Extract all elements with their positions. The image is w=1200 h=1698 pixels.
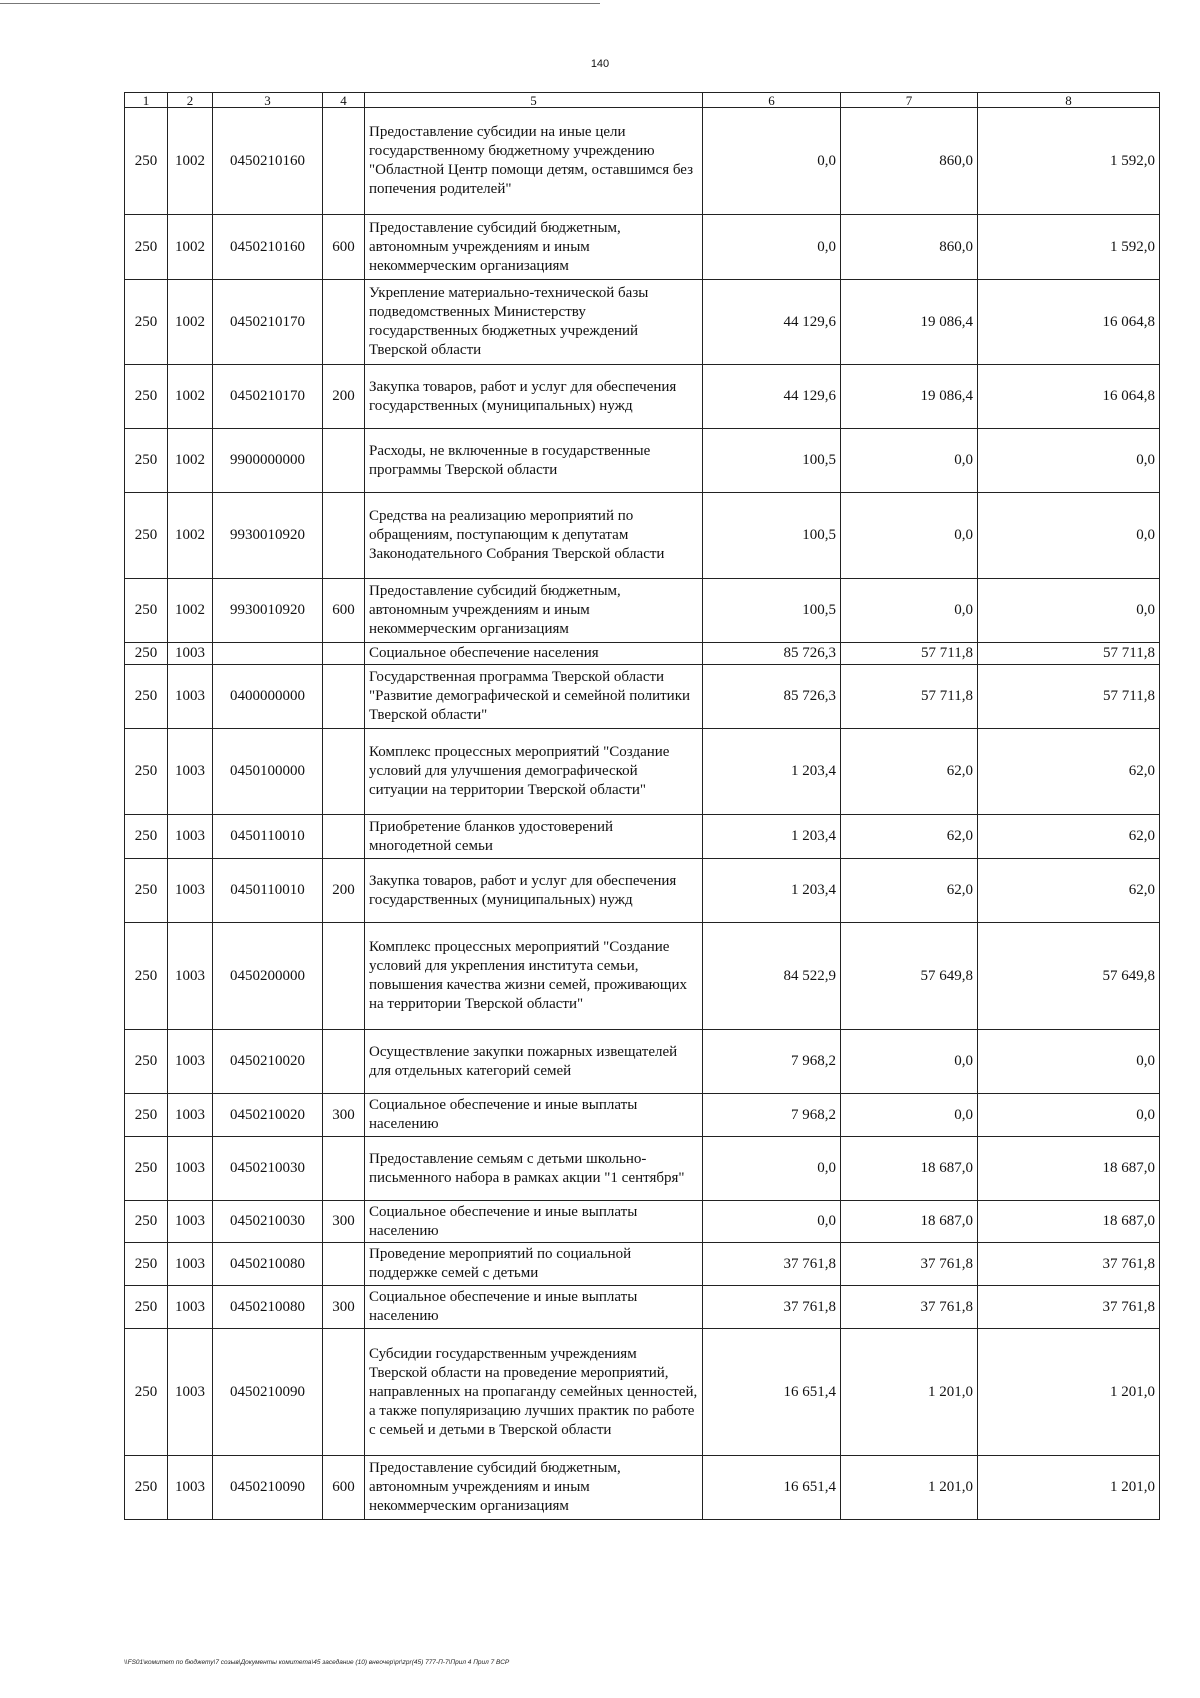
cell-amount-col6: 7 968,2 [703,1094,841,1137]
cell-amount-col7: 37 761,8 [841,1243,978,1286]
cell-section-code: 1003 [168,1456,213,1520]
cell-amount-col8: 18 687,0 [978,1137,1160,1201]
cell-target-code: 9930010920 [213,493,323,579]
table-row [125,1201,1160,1243]
cell-amount-col6: 0,0 [703,1201,841,1243]
cell-target-code: 0450110010 [213,859,323,923]
cell-section-code: 1003 [168,1329,213,1456]
column-header: 4 [323,93,365,108]
cell-amount-col7: 62,0 [841,729,978,815]
budget-table [124,92,1160,1520]
cell-admin-code: 250 [125,815,168,859]
cell-expense-type [323,1243,365,1286]
cell-target-code: 0450210160 [213,108,323,215]
cell-section-code: 1003 [168,1137,213,1201]
cell-target-code: 9900000000 [213,429,323,493]
cell-amount-col8: 62,0 [978,729,1160,815]
cell-target-code: 0450110010 [213,815,323,859]
cell-amount-col7: 0,0 [841,493,978,579]
cell-section-code: 1003 [168,815,213,859]
cell-amount-col6: 0,0 [703,108,841,215]
cell-amount-col8: 16 064,8 [978,280,1160,365]
cell-admin-code: 250 [125,1094,168,1137]
cell-description: Государственная программа Тверской области "Развитие демографической и семейной политики Тверской области" [365,665,703,729]
cell-amount-col8: 57 711,8 [978,643,1160,665]
table-row [125,1456,1160,1520]
cell-target-code: 0450210080 [213,1243,323,1286]
cell-description: Социальное обеспечение и иные выплаты населению [365,1286,703,1329]
cell-description: Осуществление закупки пожарных извещателей для отдельных категорий семей [365,1030,703,1094]
cell-target-code: 0450210030 [213,1137,323,1201]
cell-amount-col8: 1 592,0 [978,215,1160,280]
cell-section-code: 1003 [168,643,213,665]
cell-amount-col8: 0,0 [978,1094,1160,1137]
column-header: 1 [125,93,168,108]
cell-expense-type [323,493,365,579]
cell-target-code: 0450200000 [213,923,323,1030]
cell-target-code: 0400000000 [213,665,323,729]
cell-amount-col7: 62,0 [841,815,978,859]
cell-amount-col7: 18 687,0 [841,1201,978,1243]
cell-description: Приобретение бланков удостоверений многодетной семьи [365,815,703,859]
cell-description: Предоставление субсидии на иные цели государственному бюджетному учреждению "Областной Центр помощи детям, оставшимся без попечения родителей" [365,108,703,215]
cell-amount-col6: 85 726,3 [703,643,841,665]
cell-target-code: 0450210170 [213,365,323,429]
scan-top-line [0,3,600,4]
table-row [125,1329,1160,1456]
cell-admin-code: 250 [125,1286,168,1329]
table-row [125,815,1160,859]
cell-amount-col7: 57 711,8 [841,665,978,729]
cell-description: Социальное обеспечение населения [365,643,703,665]
cell-section-code: 1002 [168,579,213,643]
cell-admin-code: 250 [125,108,168,215]
cell-target-code: 0450210090 [213,1456,323,1520]
cell-section-code: 1003 [168,1094,213,1137]
table-row [125,665,1160,729]
cell-amount-col8: 18 687,0 [978,1201,1160,1243]
footer-file-path: \\FS01\комитет по бюджету\7 созыв\Документы комитета\45 заседание (10) внеочер\pr\zpr(45) 777-П-7\Прил 4 Прил 7 ВСР [124,1659,510,1666]
cell-expense-type [323,923,365,1030]
cell-amount-col7: 860,0 [841,108,978,215]
cell-amount-col6: 16 651,4 [703,1329,841,1456]
cell-amount-col6: 100,5 [703,493,841,579]
cell-target-code: 0450210090 [213,1329,323,1456]
cell-amount-col6: 44 129,6 [703,365,841,429]
table-row [125,729,1160,815]
cell-expense-type: 300 [323,1286,365,1329]
cell-expense-type: 200 [323,859,365,923]
header-row [125,93,1160,108]
cell-amount-col6: 37 761,8 [703,1286,841,1329]
cell-amount-col6: 16 651,4 [703,1456,841,1520]
cell-admin-code: 250 [125,859,168,923]
cell-amount-col8: 37 761,8 [978,1286,1160,1329]
cell-amount-col6: 7 968,2 [703,1030,841,1094]
cell-admin-code: 250 [125,1030,168,1094]
cell-target-code: 0450100000 [213,729,323,815]
cell-admin-code: 250 [125,1201,168,1243]
cell-target-code: 0450210170 [213,280,323,365]
cell-amount-col6: 100,5 [703,579,841,643]
cell-amount-col6: 37 761,8 [703,1243,841,1286]
cell-amount-col7: 18 687,0 [841,1137,978,1201]
cell-description: Социальное обеспечение и иные выплаты населению [365,1201,703,1243]
cell-amount-col6: 1 203,4 [703,815,841,859]
cell-expense-type [323,1329,365,1456]
cell-description: Средства на реализацию мероприятий по обращениям, поступающим к депутатам Законодательного Собрания Тверской области [365,493,703,579]
cell-section-code: 1002 [168,280,213,365]
cell-amount-col8: 57 649,8 [978,923,1160,1030]
cell-target-code: 0450210020 [213,1094,323,1137]
cell-amount-col6: 85 726,3 [703,665,841,729]
cell-description: Проведение мероприятий по социальной поддержке семей с детьми [365,1243,703,1286]
page-number: 140 [590,58,610,70]
cell-target-code: 0450210080 [213,1286,323,1329]
cell-section-code: 1003 [168,1030,213,1094]
table-row [125,1030,1160,1094]
cell-expense-type: 300 [323,1201,365,1243]
cell-description: Закупка товаров, работ и услуг для обеспечения государственных (муниципальных) нужд [365,859,703,923]
cell-target-code [213,643,323,665]
cell-section-code: 1002 [168,108,213,215]
cell-description: Комплекс процессных мероприятий "Создание условий для укрепления института семьи, повышения качества жизни семей, проживающих на территории Тверской области" [365,923,703,1030]
cell-section-code: 1003 [168,1286,213,1329]
cell-description: Закупка товаров, работ и услуг для обеспечения государственных (муниципальных) нужд [365,365,703,429]
cell-expense-type: 300 [323,1094,365,1137]
cell-amount-col8: 1 201,0 [978,1329,1160,1456]
cell-section-code: 1003 [168,1201,213,1243]
cell-section-code: 1003 [168,859,213,923]
table-row [125,859,1160,923]
table-row [125,923,1160,1030]
table-row [125,429,1160,493]
cell-section-code: 1002 [168,429,213,493]
cell-section-code: 1002 [168,493,213,579]
cell-expense-type [323,643,365,665]
table-row [125,643,1160,665]
cell-expense-type [323,108,365,215]
cell-admin-code: 250 [125,1456,168,1520]
table-row [125,280,1160,365]
table-body [125,108,1160,1520]
cell-target-code: 9930010920 [213,579,323,643]
cell-amount-col8: 16 064,8 [978,365,1160,429]
cell-section-code: 1003 [168,1243,213,1286]
cell-section-code: 1003 [168,923,213,1030]
cell-target-code: 0450210030 [213,1201,323,1243]
cell-admin-code: 250 [125,493,168,579]
cell-amount-col7: 37 761,8 [841,1286,978,1329]
cell-target-code: 0450210160 [213,215,323,280]
cell-admin-code: 250 [125,923,168,1030]
table-row [125,1243,1160,1286]
cell-amount-col7: 0,0 [841,1030,978,1094]
cell-expense-type [323,280,365,365]
table-row [125,493,1160,579]
cell-amount-col8: 37 761,8 [978,1243,1160,1286]
cell-expense-type [323,729,365,815]
cell-amount-col7: 0,0 [841,579,978,643]
cell-expense-type: 200 [323,365,365,429]
cell-admin-code: 250 [125,429,168,493]
cell-admin-code: 250 [125,729,168,815]
cell-target-code: 0450210020 [213,1030,323,1094]
cell-description: Предоставление субсидий бюджетным, автономным учреждениям и иным некоммерческим организациям [365,1456,703,1520]
cell-admin-code: 250 [125,1137,168,1201]
table-row [125,215,1160,280]
cell-section-code: 1002 [168,215,213,280]
table-header [125,93,1160,108]
cell-section-code: 1003 [168,665,213,729]
table-row [125,1094,1160,1137]
cell-description: Социальное обеспечение и иные выплаты населению [365,1094,703,1137]
cell-description: Комплекс процессных мероприятий "Создание условий для улучшения демографической ситуации на территории Тверской области" [365,729,703,815]
cell-expense-type: 600 [323,215,365,280]
cell-section-code: 1002 [168,365,213,429]
cell-amount-col7: 860,0 [841,215,978,280]
cell-amount-col7: 57 649,8 [841,923,978,1030]
cell-amount-col8: 1 201,0 [978,1456,1160,1520]
cell-section-code: 1003 [168,729,213,815]
cell-admin-code: 250 [125,215,168,280]
column-header: 8 [978,93,1160,108]
cell-expense-type [323,1030,365,1094]
cell-expense-type [323,815,365,859]
cell-amount-col7: 1 201,0 [841,1456,978,1520]
cell-amount-col8: 0,0 [978,429,1160,493]
cell-description: Предоставление субсидий бюджетным, автономным учреждениям и иным некоммерческим организациям [365,579,703,643]
cell-admin-code: 250 [125,365,168,429]
cell-admin-code: 250 [125,1329,168,1456]
cell-amount-col7: 62,0 [841,859,978,923]
cell-amount-col6: 100,5 [703,429,841,493]
cell-admin-code: 250 [125,280,168,365]
cell-expense-type: 600 [323,579,365,643]
cell-amount-col7: 0,0 [841,429,978,493]
cell-description: Укрепление материально-технической базы подведомственных Министерству государственных бюджетных учреждений Тверской области [365,280,703,365]
cell-amount-col8: 62,0 [978,859,1160,923]
cell-amount-col8: 57 711,8 [978,665,1160,729]
cell-admin-code: 250 [125,665,168,729]
cell-expense-type [323,665,365,729]
cell-admin-code: 250 [125,643,168,665]
cell-amount-col6: 84 522,9 [703,923,841,1030]
cell-amount-col6: 1 203,4 [703,859,841,923]
cell-amount-col7: 57 711,8 [841,643,978,665]
column-header: 5 [365,93,703,108]
cell-amount-col8: 62,0 [978,815,1160,859]
table-row [125,579,1160,643]
cell-amount-col7: 0,0 [841,1094,978,1137]
cell-description: Субсидии государственным учреждениям Тверской области на проведение мероприятий, направленных на пропаганду семейных ценностей, а также популяризацию лучших практик по работе с семьей и детьми в Тверской области [365,1329,703,1456]
cell-amount-col7: 1 201,0 [841,1329,978,1456]
cell-amount-col8: 0,0 [978,493,1160,579]
cell-admin-code: 250 [125,1243,168,1286]
column-header: 6 [703,93,841,108]
cell-amount-col8: 0,0 [978,1030,1160,1094]
table-row [125,1137,1160,1201]
column-header: 2 [168,93,213,108]
cell-expense-type [323,429,365,493]
table-row [125,365,1160,429]
cell-amount-col6: 1 203,4 [703,729,841,815]
cell-expense-type: 600 [323,1456,365,1520]
cell-amount-col7: 19 086,4 [841,280,978,365]
column-header: 3 [213,93,323,108]
cell-expense-type [323,1137,365,1201]
cell-admin-code: 250 [125,579,168,643]
cell-amount-col8: 1 592,0 [978,108,1160,215]
column-header: 7 [841,93,978,108]
cell-description: Предоставление семьям с детьми школьно-письменного набора в рамках акции "1 сентября" [365,1137,703,1201]
table-row [125,108,1160,215]
cell-description: Предоставление субсидий бюджетным, автономным учреждениям и иным некоммерческим организациям [365,215,703,280]
table-row [125,1286,1160,1329]
cell-amount-col8: 0,0 [978,579,1160,643]
cell-amount-col6: 0,0 [703,215,841,280]
cell-amount-col7: 19 086,4 [841,365,978,429]
cell-amount-col6: 44 129,6 [703,280,841,365]
cell-amount-col6: 0,0 [703,1137,841,1201]
cell-description: Расходы, не включенные в государственные программы Тверской области [365,429,703,493]
